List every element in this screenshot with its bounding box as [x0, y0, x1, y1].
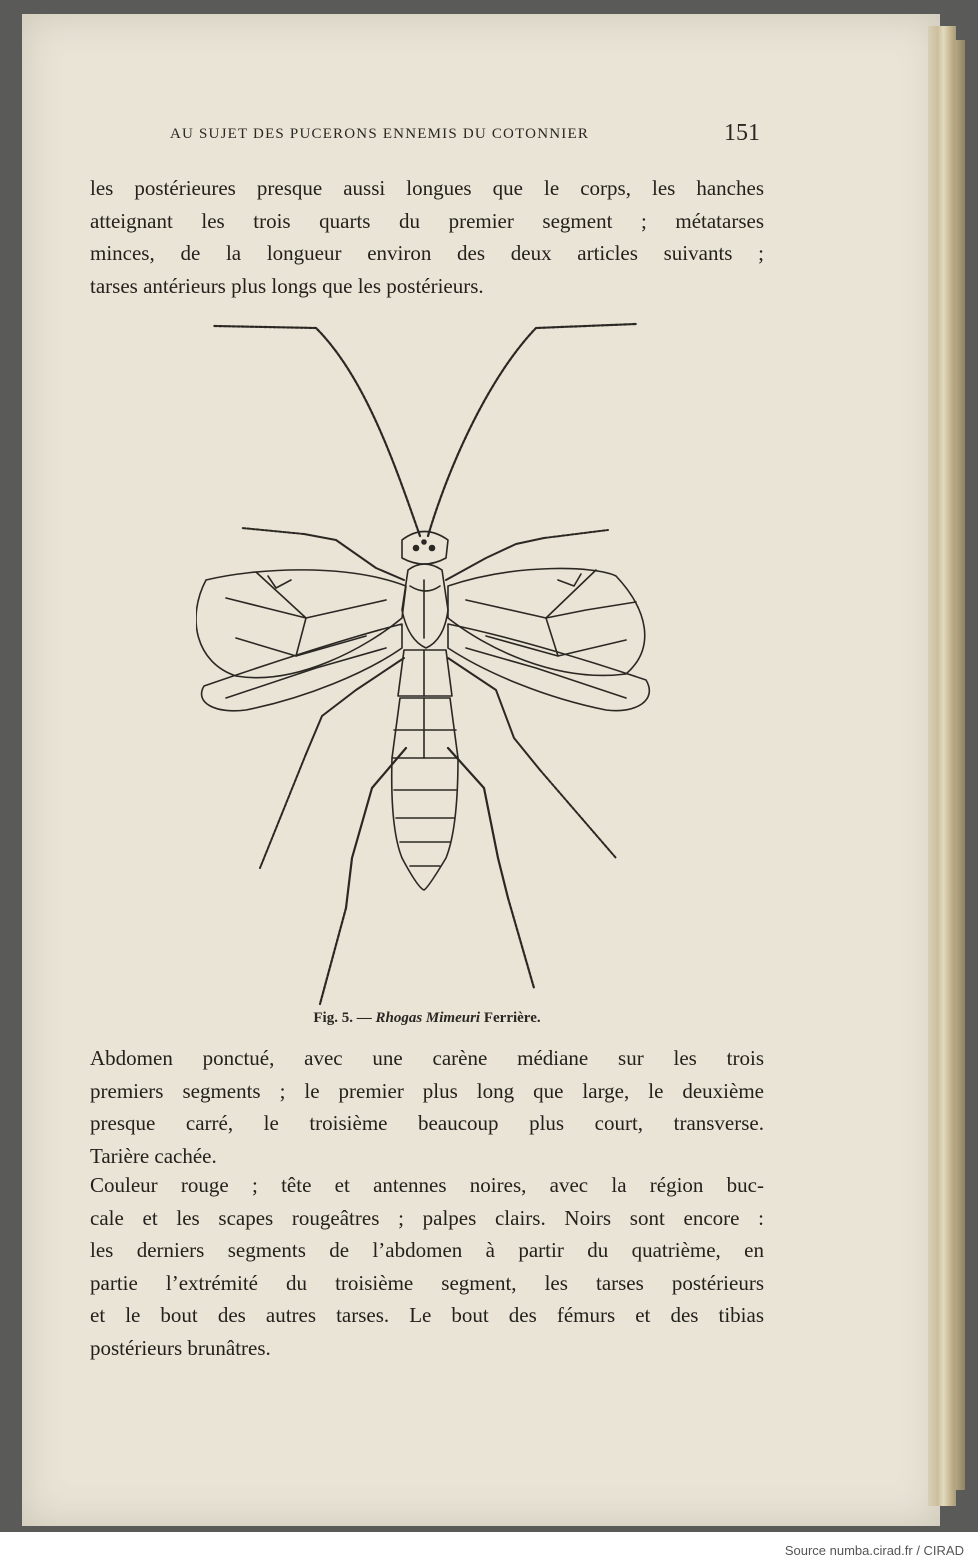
text-line: cale et les scapes rougeâtres ; palpes clairs. Noirs sont encore : — [90, 1205, 764, 1230]
text-line: Tarière cachée. — [90, 1143, 217, 1168]
paragraph-abdomen — [90, 1042, 764, 1172]
text-line: atteignant les trois quarts du premier segment ; métatarses — [90, 208, 764, 233]
text-line: partie l’extrémité du troisième segment, les tarses postérieurs — [90, 1270, 764, 1295]
book-binding-edge — [955, 40, 965, 1490]
text-line: premiers segments ; le premier plus long que large, le deuxième — [90, 1078, 764, 1103]
paragraph-color — [90, 1169, 764, 1365]
figure-caption — [90, 1010, 764, 1027]
insect-illustration — [196, 318, 676, 1008]
text-line: Abdomen ponctué, avec une carène médiane sur les trois — [90, 1046, 764, 1070]
text-line: et le bout des autres tarses. Le bout des fémurs et des tibias — [90, 1303, 764, 1328]
running-head: AU SUJET DES PUCERONS ENNEMIS DU COTONNIER — [170, 126, 590, 142]
paragraph-legs — [90, 172, 764, 302]
text-line: les postérieures presque aussi longues que le corps, les hanches — [90, 176, 764, 200]
text-line: Couleur rouge ; tête et antennes noires, avec la région buc- — [90, 1173, 764, 1197]
text-line: les derniers segments de l’abdomen à partir du quatrième, en — [90, 1238, 764, 1263]
page-stack-edge — [928, 26, 956, 1506]
source-credit: Source numba.cirad.fr / CIRAD — [784, 1543, 964, 1558]
caption-author: Ferrière. — [480, 1010, 541, 1026]
text-line: tarses antérieurs plus longs que les postérieurs. — [90, 273, 484, 298]
caption-prefix: Fig. 5. — — [313, 1010, 376, 1026]
text-line: postérieurs brunâtres. — [90, 1335, 271, 1360]
text-line: minces, de la longueur environ des deux articles suivants ; — [90, 241, 764, 266]
text-line: presque carré, le troisième beaucoup plus court, transverse. — [90, 1111, 764, 1136]
page-number: 151 — [724, 120, 760, 146]
caption-species: Rhogas Mimeuri — [375, 1010, 481, 1026]
